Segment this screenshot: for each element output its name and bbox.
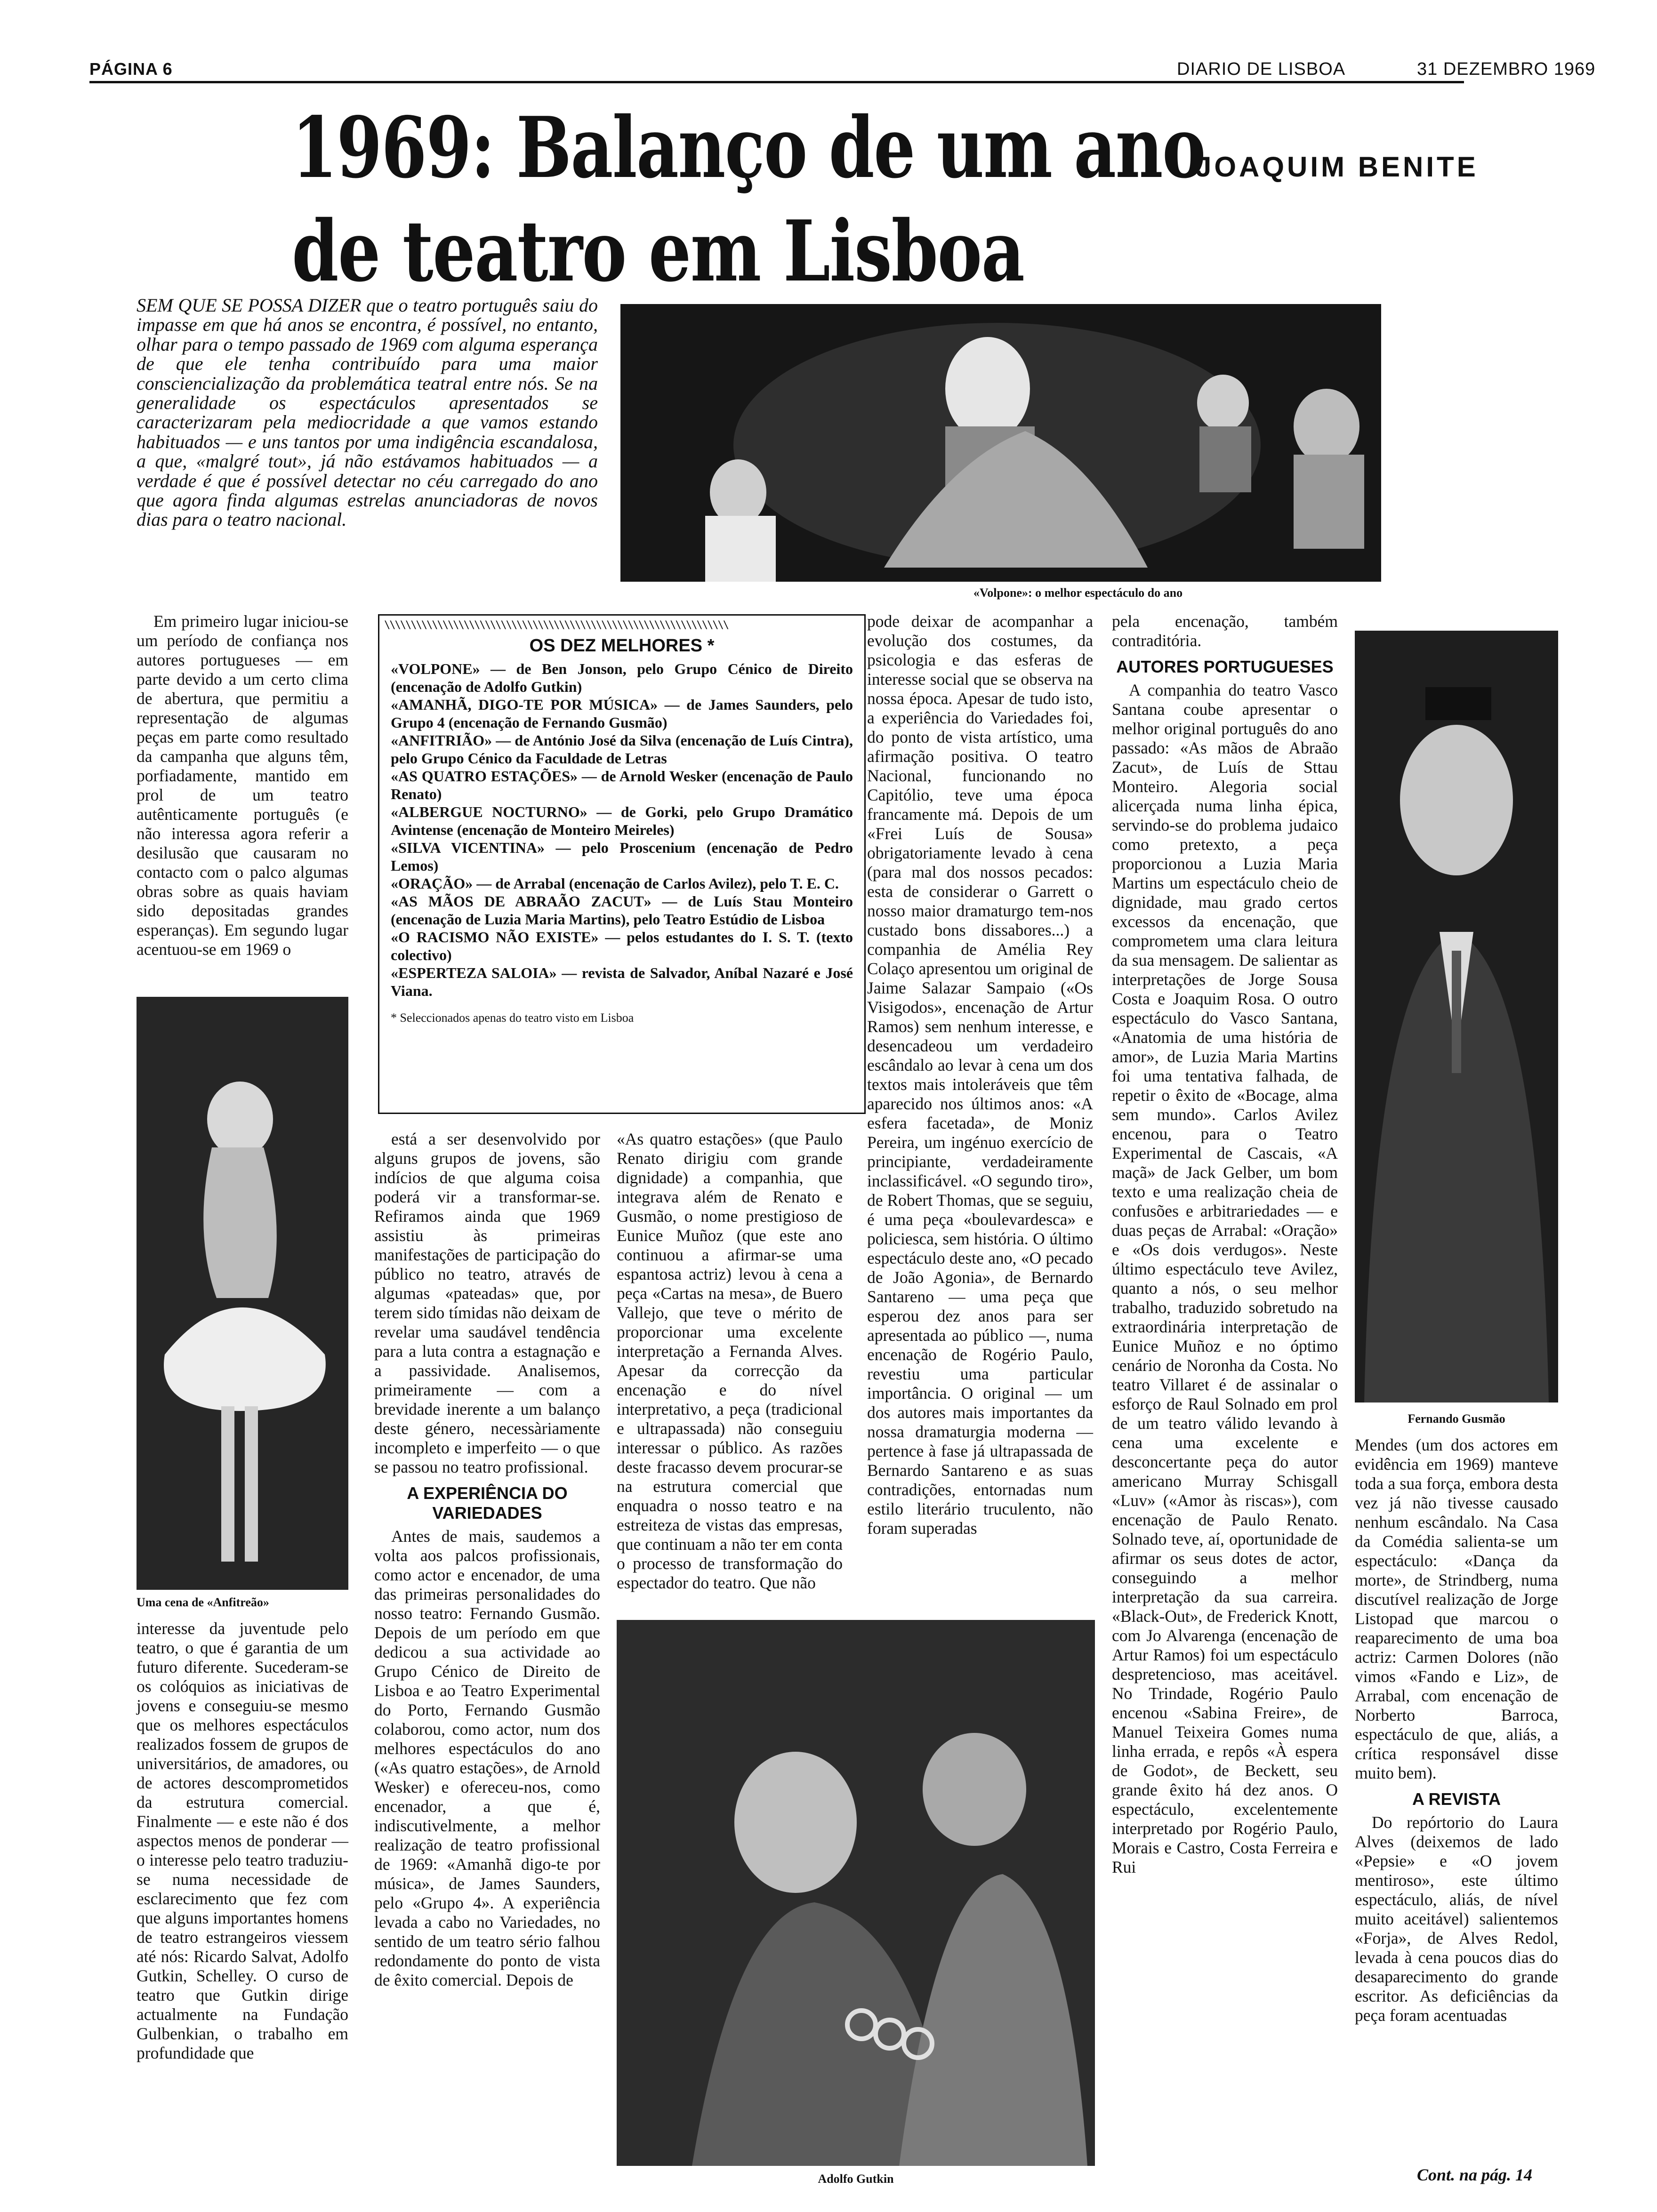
author-byline: JOAQUIM BENITE [1196,151,1479,183]
ten-best-list [379,660,864,1000]
issue-date: 31 DEZEMBRO 1969 [1417,59,1596,79]
continued-note: Cont. na pág. 14 [1417,2165,1533,2184]
column-5 [1112,612,1338,1877]
col6-paragraph: Mendes (um dos actores em evidência em 1969) manteve toda a sua força, embora desta vez já não tivesse causado nenhum escândalo. Na Casa da Comédia salienta-se um espectáculo: «Dança da morte», de Strindberg, numa discutível realização de Jorge Listopad que marcou o reaparecimento de uma boa actriz: Carmen Dolores (não vimos «Fando e Liz», de Arrabal, com encenação de Norberto Barroca, espectáculo de que, aliás, a crítica responsável disse muito bem). [1355,1435,1558,1782]
box-footnote: * Seleccionados apenas do teatro visto em Lisboa [391,1011,634,1025]
volpone-caption: «Volpone»: o melhor espectáculo do ano [973,586,1183,600]
ten-best-item: «ESPERTEZA SALOIA» — revista de Salvador, Aníbal Nazaré e José Viana. [391,964,853,999]
col2-paragraph: está a ser desenvolvido por alguns grupos de jovens, são indícios de que alguma coisa poderá vir a transformar-se. Refiramos ainda que 1969 assistiu às primeiras manifestações de participação do público no teatro, através de algumas «pateadas» que, por terem sido tímidas não deixam de revelar uma saudável tendência para a luta contra a estagnação e a passividade. Analisemos, primeiramente — com a brevidade inerente a um balanço deste género, necessàriamente incompleto e imperfeito — o que se passou no teatro profissional. [374,1130,600,1476]
gutkin-photo [617,1620,1095,2166]
ten-best-item: «AS QUATRO ESTAÇÕES» — de Arnold Wesker (encenação de Paulo Renato) [391,768,853,802]
col3-paragraph: «As quatro estações» (que Paulo Renato dirigiu com grande dignidade) a companhia, que integrava além de Renato e Gusmão, o nome prestigioso de Eunice Muñoz (que este ano continuou a afirmar-se uma espantosa actriz) levou à cena a peça «Cartas na mesa», de Buero Vallejo, que teve o mérito de proporcionar uma excelente interpretação a Fernanda Alves. Apesar da correcção da encenação e do nível interpretativo, a peça (tradicional e ultrapassada) não conseguiu interessar o público. As razões deste fracasso devem procurar-se na estrutura comercial que enquadra o nosso teatro e na estreiteza de vistas das empresas, que continuam a não ter em conta o processo de transformação do espectador do teatro. Que não [617,1130,843,1592]
ten-best-item: «ANFITRIÃO» — de António José da Silva (encenação de Luís Cintra), pelo Grupo Cénico da Faculdade de Letras [391,732,853,767]
page-number: PÁGINA 6 [89,59,173,79]
gusmao-caption: Fernando Gusmão [1408,1412,1505,1426]
headline-line-1: 1969: Balanço de um ano [292,98,1206,197]
ten-best-item: «SILVA VICENTINA» — pelo Proscenium (encenação de Pedro Lemos) [391,839,853,874]
anfitriao-photo [137,997,348,1590]
column-2 [374,1130,600,1990]
gusmao-photo [1355,631,1558,1403]
box-zigzag-border: \\\\\\\\\\\\\\\\\\\\\\\\\\\\\\\\\\\\\\\\\\\\\\\\\\\\\\\\\\\\\\\\\ [384,619,728,631]
volpone-photo [620,304,1381,582]
col6-paragraph-2: Do repórtorio do Laura Alves (deixemos de lado «Pepsie» e «O jovem mentiroso», este último espectáculo, aliás, de nível muito aceitável) salientemos «Forja», de Alves Redol, levada à cena poucos dias do desaparecimento do grande escritor. As deficiências da peça foram acentuadas [1355,1813,1558,2025]
col4-paragraph: pode deixar de acompanhar a evolução dos costumes, da psicologia e das esferas de interesse social que se observa na nossa época. Apesar de tudo isto, a experiência do Variedades foi, do ponto de vista artístico, uma afirmação positiva. O teatro Nacional, funcionando no Capitólio, teve uma época francamente má. Depois de um «Frei Luís de Sousa» obrigatoriamente levado à cena (para mal dos nossos pecados: esta de considerar o Garrett o nosso maior dramaturgo tem-nos custado bons dissabores...) a companhia de Amélia Rey Colaço apresentou um original de Jaime Salazar Sampaio («Os Visigodos», encenação de Artur Ramos) sem nenhum interesse, e desencadeou um verdadeiro escândalo ao levar à cena um dos textos mais intoleráveis que têm aparecido nos últimos anos: «A esfera facetada», de Moniz Pereira, um ingénuo exercício de principiante, verdadeiramente inclassificável. «O segundo tiro», de Robert Thomas, que se seguiu, é uma peça «boulevardesca» e policiesca, sem história. O último espectáculo deste ano, «O pecado de João Agonia», de Bernardo Santareno — uma peça que esperou dez anos para ser apresentada ao público —, numa encenação de Rogério Paulo, revestiu uma particular importância. O original — um dos autores mais importantes da nossa dramaturgia moderna — pertence à fase já ultrapassada de Bernardo Santareno e as suas contradições, entornadas num estilo literário truculento, não foram superadas [867,612,1093,1538]
col2-paragraph-2: Antes de mais, saudemos a volta aos palcos profissionais, como actor e encenador, de uma das primeiras personalidades do nosso teatro: Fernando Gusmão. Depois de um período em que dedicou a sua actividade ao Grupo Cénico de Direito de Lisboa e ao Teatro Experimental do Porto, Fernando Gusmão colaborou, como actor, num dos melhores espectáculos do ano («As quatro estações», de Arnold Wesker) e ofereceu-nos, como encenador, a que é, indiscutivelmente, a melhor realização de teatro profissional de 1969: «Amanhã digo-te por música», de James Saunders, pelo «Grupo 4». A experiência levada a cabo no Variedades, no sentido de um teatro sério falhou redondamente do ponto de vista de êxito comercial. Depois de [374,1527,600,1989]
lede-paragraph: SEM QUE SE POSSA DIZER que o teatro português saiu do impasse em que há anos se encontra, é possível, no entanto, olhar para o tempo passado de 1969 com alguma esperança de que ele tenha contribuído para uma maior consciencialização da problemática teatral entre nós. Se na generalidade os espectáculos apresentados se caracterizaram pela mediocridade a que vamos estando habituados — e uns tantos por uma indigência escandalosa, a que, «malgré tout», já não estávamos habituados — a verdade é que é possível detectar no céu carregado do ano que agora finda algumas estrelas anunciadoras de novos dias para o teatro nacional. [137,295,598,530]
column-4 [867,612,1093,1538]
anfitriao-caption: Uma cena de «Anfitreão» [137,1595,269,1609]
subheading-revista: A REVISTA [1412,1789,1501,1809]
col5-paragraph: pela encenação, também contraditória. [1112,612,1338,650]
ten-best-item: «AS MÃOS DE ABRAÃO ZACUT» — de Luís Stau Monteiro (encenação de Luzia Maria Martins), pelo Teatro Estúdio de Lisboa [391,893,853,928]
ten-best-box [378,614,866,1114]
subheading-variedades: A EXPERIÊNCIA DO VARIEDADES [407,1483,568,1523]
newspaper-name: DIARIO DE LISBOA [1177,59,1346,79]
column-6 [1355,1435,1558,2025]
headline-line-2: de teatro em Lisboa [292,202,1024,300]
col5-paragraph-2: A companhia do teatro Vasco Santana coube apresentar o melhor original português do ano passado: «As mãos de Abraão Zacut», de Luís de Sttau Monteiro. Alegoria social alicerçada numa linha épica, servindo-se do problema judaico como pretexto, a peça proporcionou a Luzia Maria Martins um espectáculo cheio de dignidade, mau grado certos excessos da encenação, que comprometem uma clara leitura da sua mensagem. De salientar as interpretações de Jorge Sousa Costa e Joaquim Rosa. O outro espectáculo do Vasco Santana, «Anatomia de uma história de amor», de Luzia Maria Martins foi uma tentativa falhada, de repetir o êxito de «Bocage, alma sem mundo». Carlos Avilez encenou, para o Teatro Experimental de Cascais, «A maçã» de Jack Gelber, um bom texto e uma realização cheia de confusões e arbitrariedades — e duas peças de Arrabal: «Oração» e «Os dois verdugos». Neste último espectáculo teve Avilez, quanto a nós, o seu melhor trabalho, traduzido sobretudo na extraordinária interpretação de Eunice Muñoz e no óptimo cenário de Noronha da Costa. No teatro Villaret é de assinalar o esforço de Raul Solnado em prol de um teatro válido levando à cena uma excelente e desconcertante peça do autor americano Murray Schisgall «Luv» («Amor às riscas»), com encenação de Paulo Renato. Solnado teve, aí, oportunidade de afirmar os seus dotes de actor, conseguindo a melhor interpretação da sua carreira. «Black-Out», de Frederick Knott, com Jo Alvarenga (encenação de Artur Ramos) foi um espectáculo despretencioso, mas aceitável. No Trindade, Rogério Paulo encenou «Sabina Freire», de Manuel Teixeira Gomes numa linha errada, e repôs «À espera de Godot», de Beckett, seu grande êxito há dez anos. O espectáculo, excelentemente interpretado por Rogério Paulo, Morais e Castro, Costa Ferreira e Rui [1112,681,1338,1876]
ten-best-item: «ALBERGUE NOCTURNO» — de Gorki, pelo Grupo Dramático Avintense (encenação de Monteiro Meireles) [391,803,853,838]
subheading-autores: AUTORES PORTUGUESES [1116,657,1334,676]
ten-best-item: «ORAÇÃO» — de Arrabal (encenação de Carlos Avilez), pelo T. E. C. [391,875,839,892]
column-1-top [137,612,348,959]
gutkin-caption: Adolfo Gutkin [818,2172,894,2186]
col1-paragraph-2: interesse da juventude pelo teatro, o que é garantia de um futuro diferente. Sucederam-se os colóquios as iniciativas de jovens e conseguiu-se mesmo que os melhores espectáculos realizados fossem de grupos de universitários, de amadores, ou de actores descomprometidos da estrutura comercial. Finalmente — e este não é dos aspectos menos de ponderar — o interesse pelo teatro traduziu-se numa necessidade de esclarecimento que fez com que alguns importantes homens de teatro estrangeiros viessem até nós: Ricardo Salvat, Adolfo Gutkin, Schelley. O curso de teatro que Gutkin dirige actualmente na Fundação Gulbenkian, o trabalho em profundidade que [137,1619,348,2062]
ten-best-item: «VOLPONE» — de Ben Jonson, pelo Grupo Cénico de Direito (encenação de Adolfo Gutkin) [391,660,853,695]
column-1-bottom [137,1619,348,2063]
header-rule [89,81,1464,83]
box-title: OS DEZ MELHORES * [529,636,715,656]
ten-best-item: «AMANHÃ, DIGO-TE POR MÚSICA» — de James Saunders, pelo Grupo 4 (encenação de Fernando Gusmão) [391,696,853,731]
col1-paragraph: Em primeiro lugar iniciou-se um período de confiança nos autores portugueses — em parte devido a um certo clima de abertura, que permitiu a representação de algumas peças em parte como resultado da campanha que alguns têm, porfiadamente, mantido em prol de um teatro autênticamente português (e não interessa agora referir a desilusão que causaram no contacto com o palco algumas obras sobre as quais haviam sido depositadas grandes esperanças). Em segundo lugar acentuou-se em 1969 o [137,612,348,959]
ten-best-item: «O RACISMO NÃO EXISTE» — pelos estudantes do I. S. T. (texto colectivo) [391,929,853,963]
column-3-top [617,1130,843,1593]
